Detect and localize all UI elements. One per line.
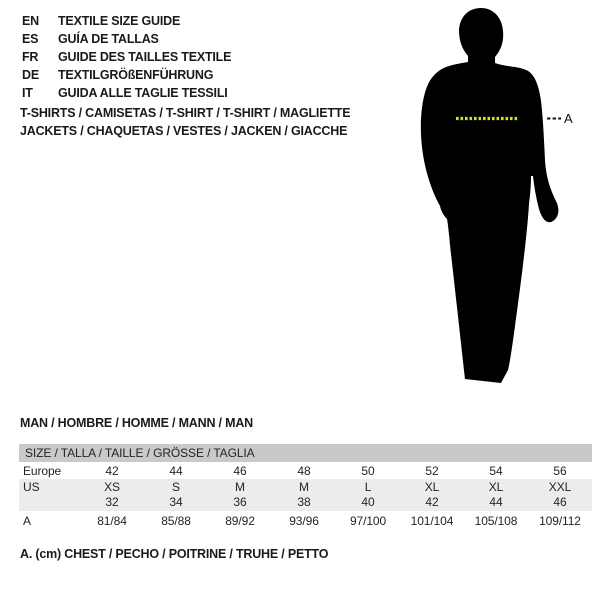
language-row: [22, 66, 231, 84]
language-title: TEXTILE SIZE GUIDE: [58, 14, 181, 28]
language-row: [22, 84, 231, 102]
size-cell: L: [364, 480, 372, 494]
size-cell: 46: [553, 495, 567, 509]
language-row: [22, 48, 231, 66]
table-row-us-numbers: [19, 495, 592, 511]
size-cell: M: [235, 480, 245, 494]
size-cell: XL: [424, 480, 440, 494]
size-cell: 34: [169, 495, 183, 509]
size-cell: 42: [105, 464, 119, 478]
language-title: TEXTILGRÖßENFÜHRUNG: [58, 68, 214, 82]
size-cell: XL: [488, 480, 504, 494]
size-cell: 105/108: [474, 514, 518, 528]
language-title: GUÍA DE TALLAS: [58, 32, 159, 46]
size-cell: 32: [105, 495, 119, 509]
size-cell: 101/104: [410, 514, 454, 528]
row-label: A: [23, 514, 31, 528]
size-cell: 38: [297, 495, 311, 509]
language-legend: [22, 12, 231, 102]
size-cell: 81/84: [97, 514, 127, 528]
measure-label-a: A: [564, 111, 573, 126]
size-cell: XXL: [548, 480, 572, 494]
size-cell: 50: [361, 464, 375, 478]
category-line-tshirts: T-SHIRTS / CAMISETAS / T-SHIRT / T-SHIRT / MAGLIETTE: [20, 106, 351, 120]
language-code: EN: [22, 14, 39, 28]
section-title-man: MAN / HOMBRE / HOMME / MANN / MAN: [20, 416, 253, 430]
size-cell: 85/88: [161, 514, 191, 528]
row-label: [19, 495, 80, 511]
size-cell: 97/100: [349, 514, 387, 528]
row-label: US: [23, 480, 40, 494]
language-code: FR: [22, 50, 39, 64]
size-cell: 109/112: [539, 514, 581, 528]
measurement-footnote: A. (cm) CHEST / PECHO / POITRINE / TRUHE / PETTO: [20, 547, 329, 561]
size-cell: 36: [233, 495, 247, 509]
size-cell: 52: [425, 464, 439, 478]
garment-categories: [20, 105, 350, 140]
size-cell: XS: [104, 480, 120, 494]
size-cell: 42: [425, 495, 439, 509]
size-cell: 56: [553, 464, 567, 478]
size-cell: 93/96: [289, 514, 319, 528]
table-row-chest-cm: [19, 511, 592, 529]
category-line-jackets: JACKETS / CHAQUETAS / VESTES / JACKEN / GIACCHE: [20, 123, 348, 138]
size-table-header: SIZE / TALLA / TAILLE / GRÖSSE / TAGLIA: [19, 444, 592, 462]
size-cell: 89/92: [225, 514, 255, 528]
language-code: IT: [22, 86, 33, 100]
language-row: [22, 12, 231, 30]
man-silhouette: [421, 8, 559, 383]
language-title: GUIDE DES TAILLES TEXTILE: [58, 50, 232, 64]
size-cell: 44: [169, 464, 183, 478]
size-cell: 54: [489, 464, 503, 478]
language-row: [22, 30, 231, 48]
size-cell: 44: [489, 495, 503, 509]
table-row-europe: [19, 462, 592, 479]
size-cell: S: [172, 480, 180, 494]
language-title: GUIDA ALLE TAGLIE TESSILI: [58, 86, 228, 100]
language-code: ES: [22, 32, 39, 46]
size-cell: 48: [297, 464, 311, 478]
size-table: [19, 444, 592, 529]
row-label: Europe: [23, 464, 62, 478]
size-cell: M: [299, 480, 309, 494]
language-code: DE: [22, 68, 39, 82]
table-row-us-letters: [19, 479, 592, 495]
size-cell: 40: [361, 495, 375, 509]
size-cell: 46: [233, 464, 247, 478]
